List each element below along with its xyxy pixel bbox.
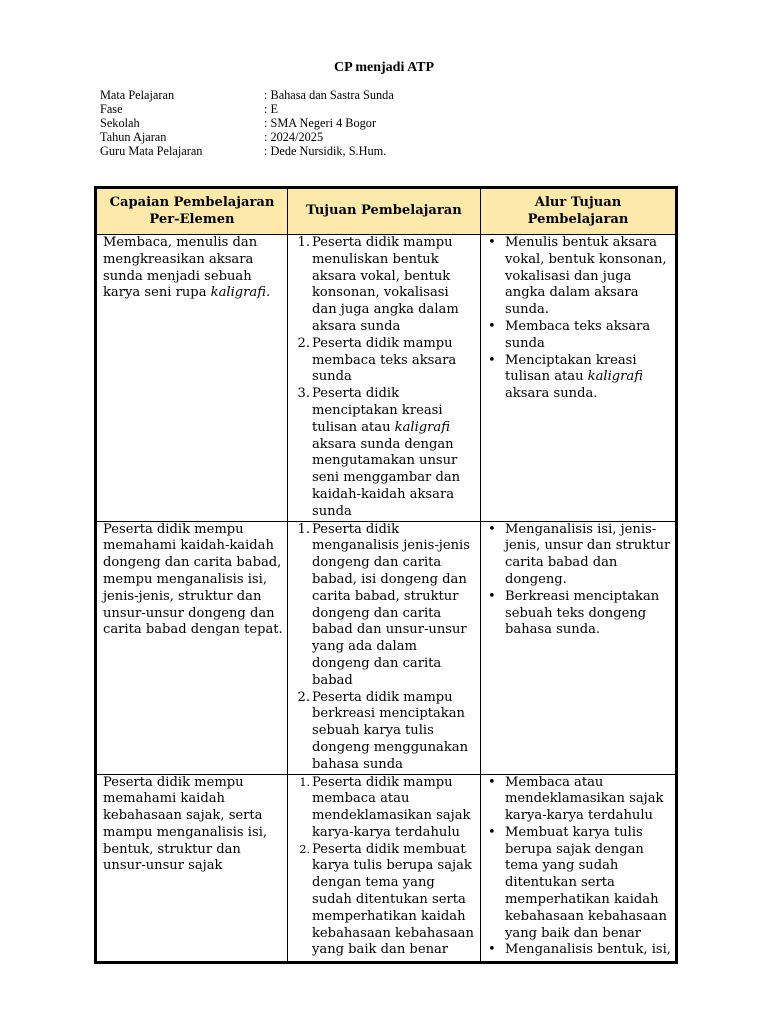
meta-value: : Dede Nursidik, S.Hum. xyxy=(264,144,387,158)
meta-row-school xyxy=(100,116,394,130)
atp-cell xyxy=(481,774,677,962)
table-row xyxy=(96,521,677,774)
atp-list xyxy=(487,775,671,960)
list-number: 1. xyxy=(297,521,310,537)
atp-cell xyxy=(481,235,677,522)
meta-label: Sekolah xyxy=(100,116,140,130)
list-text: Peserta didik mampu membaca atau mendeklamasikan sajak karya-karya terdahulu xyxy=(312,774,471,840)
meta-label: Tahun Ajaran xyxy=(100,130,167,144)
atp-table xyxy=(94,186,678,964)
tp-cell xyxy=(288,774,481,962)
header-tp: Tujuan Pembelajaran xyxy=(288,188,481,235)
list-item xyxy=(487,235,671,319)
list-number: 1. xyxy=(299,775,310,789)
list-text: Menganalisis bentuk, isi, xyxy=(505,942,671,958)
tp-list xyxy=(294,522,476,774)
meta-value: : E xyxy=(264,102,279,116)
list-item xyxy=(487,942,671,959)
list-text-end: aksara sunda. xyxy=(505,386,598,402)
list-text: Membaca atau mendeklamasikan sajak karya-karya terdahulu xyxy=(505,774,664,824)
list-item xyxy=(487,353,671,403)
list-item xyxy=(294,336,476,386)
list-item xyxy=(294,386,476,520)
list-text-italic: kaligrafi xyxy=(394,419,450,435)
document-title: CP menjadi ATP xyxy=(333,60,435,75)
list-text: Peserta didik menganalisis jenis-jenis dongeng dan carita babad, isi dongeng dan carita babad, struktur dongeng dan carita babad dan unsur-unsur yang ada dalam dongeng dan carita babad xyxy=(312,521,470,688)
bullet-icon: • xyxy=(488,824,496,840)
cp-text: Membaca, menulis dan mengkreasikan aksara sunda menjadi sebuah karya seni rupa xyxy=(103,235,258,301)
header-cp: Capaian Pembelajaran Per-Elemen xyxy=(96,188,288,235)
bullet-icon: • xyxy=(488,318,496,334)
cp-text-end: . xyxy=(265,285,271,301)
meta-row-subject xyxy=(100,88,394,102)
cp-italic: kaligrafi xyxy=(210,285,266,301)
header-atp: Alur Tujuan Pembelajaran xyxy=(481,188,677,235)
meta-label: Fase xyxy=(100,102,123,116)
list-text: Peserta didik mampu menuliskan bentuk aksara vokal, bentuk konsonan, vokalisasi dan juga angka dalam aksara sunda xyxy=(312,235,459,334)
meta-row-phase xyxy=(100,102,394,116)
list-number: 1. xyxy=(297,235,310,250)
list-text: Membuat karya tulis berupa sajak dengan tema yang sudah ditentukan serta memperhatikan kaidah kebahasaan kebahasaan yang baik dan benar xyxy=(505,824,667,941)
list-item xyxy=(294,842,476,960)
atp-cell xyxy=(481,521,677,774)
list-item xyxy=(487,589,671,639)
list-text-italic: kaligrafi xyxy=(587,369,643,385)
table-row xyxy=(96,774,677,962)
meta-value: : Bahasa dan Sastra Sunda xyxy=(264,88,394,102)
list-item xyxy=(294,690,476,774)
meta-row-teacher xyxy=(100,144,394,158)
meta-row-year xyxy=(100,130,394,144)
atp-list xyxy=(487,522,671,640)
list-number: 3. xyxy=(297,386,310,402)
tp-list xyxy=(294,235,476,521)
list-text: Peserta didik mampu membaca teks aksara sunda xyxy=(312,335,457,385)
list-number: 2. xyxy=(297,689,310,705)
list-text: Berkreasi menciptakan sebuah teks dongeng bahasa sunda. xyxy=(505,588,660,638)
meta-label: Guru Mata Pelajaran xyxy=(100,144,203,158)
bullet-icon: • xyxy=(488,521,496,537)
cp-cell xyxy=(96,774,288,962)
meta-info xyxy=(100,88,394,158)
list-item xyxy=(294,522,476,690)
list-item xyxy=(294,235,476,336)
list-text: Menganalisis isi, jenis-jenis, unsur dan struktur carita babad dan dongeng. xyxy=(505,521,671,587)
list-item xyxy=(487,825,671,943)
list-text: Menciptakan kreasi tulisan atau xyxy=(505,352,637,385)
tp-list xyxy=(294,775,476,960)
list-number: 2. xyxy=(297,335,310,351)
cp-cell xyxy=(96,235,288,522)
list-text-end: aksara sunda dengan mengutamakan unsur seni menggambar dan kaidah-kaidah aksara sunda xyxy=(312,436,461,519)
table-row xyxy=(96,235,677,522)
list-text: Peserta didik mampu berkreasi menciptakan sebuah karya tulis dongeng menggunakan bahasa sunda xyxy=(312,689,469,772)
cp-text: Peserta didik mempu memahami kaidah kebahasaan sajak, serta mampu menganalisis isi, bentuk, struktur dan unsur-unsur sajak xyxy=(103,774,268,874)
bullet-icon: • xyxy=(488,774,496,790)
list-text: Menulis bentuk aksara vokal, bentuk konsonan, vokalisasi dan juga angka dalam aksara sunda. xyxy=(505,235,667,318)
bullet-icon: • xyxy=(488,235,496,250)
bullet-icon: • xyxy=(488,942,496,958)
list-item xyxy=(487,522,671,589)
tp-cell xyxy=(288,235,481,522)
list-item xyxy=(487,319,671,353)
meta-value: : 2024/2025 xyxy=(264,130,324,144)
tp-cell xyxy=(288,521,481,774)
meta-value: : SMA Negeri 4 Bogor xyxy=(264,116,377,130)
list-text: Peserta didik membuat karya tulis berupa sajak dengan tema yang sudah ditentukan serta memperhatikan kaidah kebahasaan kebahasaan yang baik dan benar xyxy=(312,841,474,958)
list-text: Peserta didik menciptakan kreasi tulisan atau xyxy=(312,386,443,435)
list-item xyxy=(487,775,671,825)
list-number: 2. xyxy=(299,842,310,856)
bullet-icon: • xyxy=(488,588,496,604)
list-text: Membaca teks aksara sunda xyxy=(505,318,651,351)
cp-text: Peserta didik mempu memahami kaidah-kaidah dongeng dan carita babad, mempu menganalisis isi, jenis-jenis, struktur dan unsur-unsur dongeng dan carita babad dengan tepat. xyxy=(103,521,283,638)
list-item xyxy=(294,775,476,842)
meta-label: Mata Pelajaran xyxy=(100,88,175,102)
bullet-icon: • xyxy=(488,352,496,368)
cp-cell xyxy=(96,521,288,774)
atp-list xyxy=(487,235,671,403)
table-header-row xyxy=(96,188,677,235)
